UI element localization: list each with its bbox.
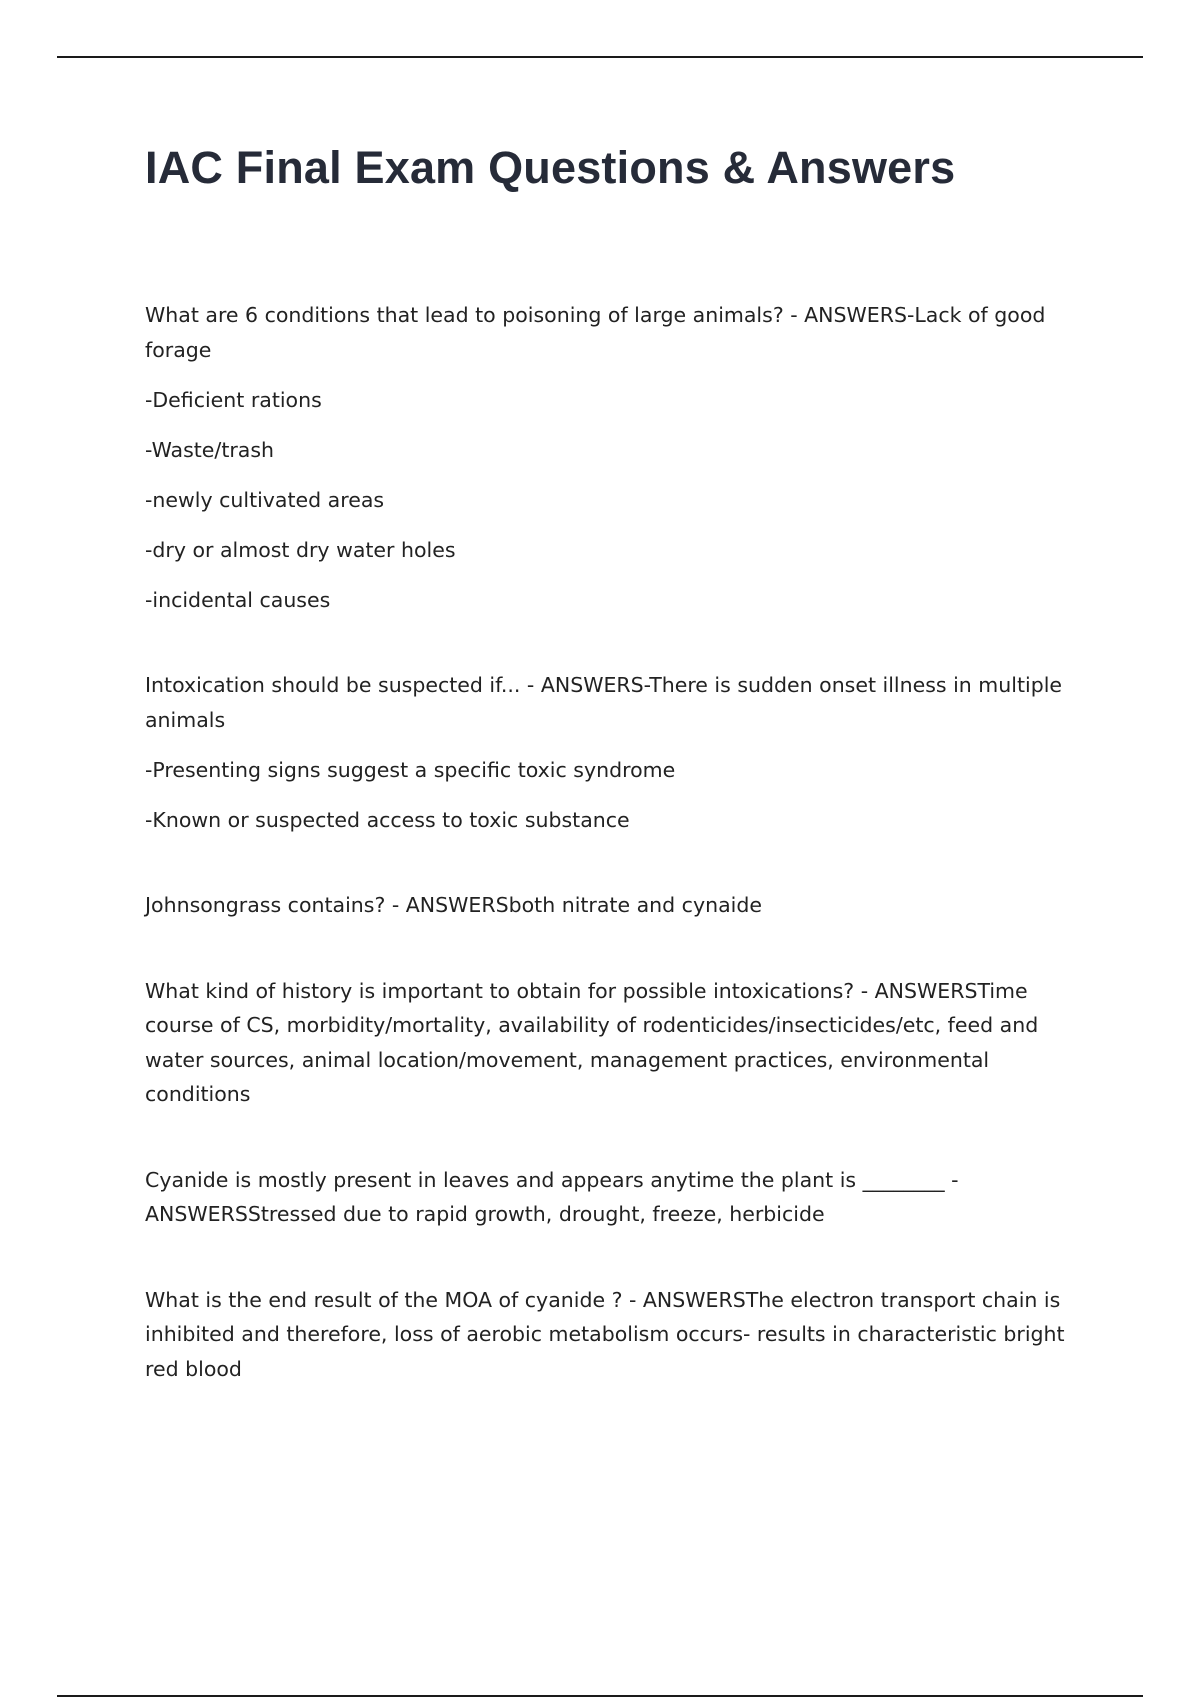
qa-answer-line: -Deficient rations — [145, 387, 322, 412]
qa-item — [145, 298, 1095, 617]
qa-answer-line: -incidental causes — [145, 587, 331, 612]
qa-content — [145, 298, 1095, 1386]
qa-spacer — [145, 617, 1095, 668]
qa-question-answer: Johnsongrass contains? - ANSWERSboth nitrate and cynaide — [145, 893, 762, 917]
qa-question-answer: Cyanide is mostly present in leaves and appears anytime the plant is ________ - ANSWERSStressed due to rapid growth, drought, freeze, herbicide — [145, 1167, 959, 1226]
document-title: IAC Final Exam Questions & Answers — [145, 142, 956, 193]
qa-answer-line: -Presenting signs suggest a specific toxic syndrome — [145, 757, 676, 782]
qa-spacer — [145, 837, 1095, 888]
qa-item — [145, 668, 1095, 837]
qa-answer-line: -Waste/trash — [145, 437, 275, 462]
qa-question-answer: Intoxication should be suspected if... - ANSWERS-There is sudden onset illness in multiple animals — [145, 673, 1063, 732]
qa-spacer — [145, 1112, 1095, 1163]
qa-question-answer: What are 6 conditions that lead to poisoning of large animals? - ANSWERS-Lack of good forage — [145, 303, 1046, 362]
qa-item — [145, 888, 1095, 923]
qa-item — [145, 974, 1095, 1112]
qa-answer-line: -Known or suspected access to toxic substance — [145, 807, 630, 832]
qa-answer-line: -newly cultivated areas — [145, 487, 385, 512]
qa-answer-line: -dry or almost dry water holes — [145, 537, 456, 562]
qa-item — [145, 1283, 1095, 1387]
bottom-rule — [57, 1695, 1143, 1697]
qa-item — [145, 1163, 1095, 1232]
qa-question-answer: What is the end result of the MOA of cyanide ? - ANSWERSThe electron transport chain is inhibited and therefore, loss of aerobic metabolism occurs- results in characteristic bright red blood — [145, 1287, 1065, 1381]
qa-question-answer: What kind of history is important to obtain for possible intoxications? - ANSWERSTime course of CS, morbidity/mortality, availability of rodenticides/insecticides/etc, feed and water sources, animal location/movement, management practices, environmental conditions — [145, 978, 1039, 1106]
qa-spacer — [145, 1232, 1095, 1283]
top-rule — [57, 56, 1143, 58]
qa-spacer — [145, 923, 1095, 974]
